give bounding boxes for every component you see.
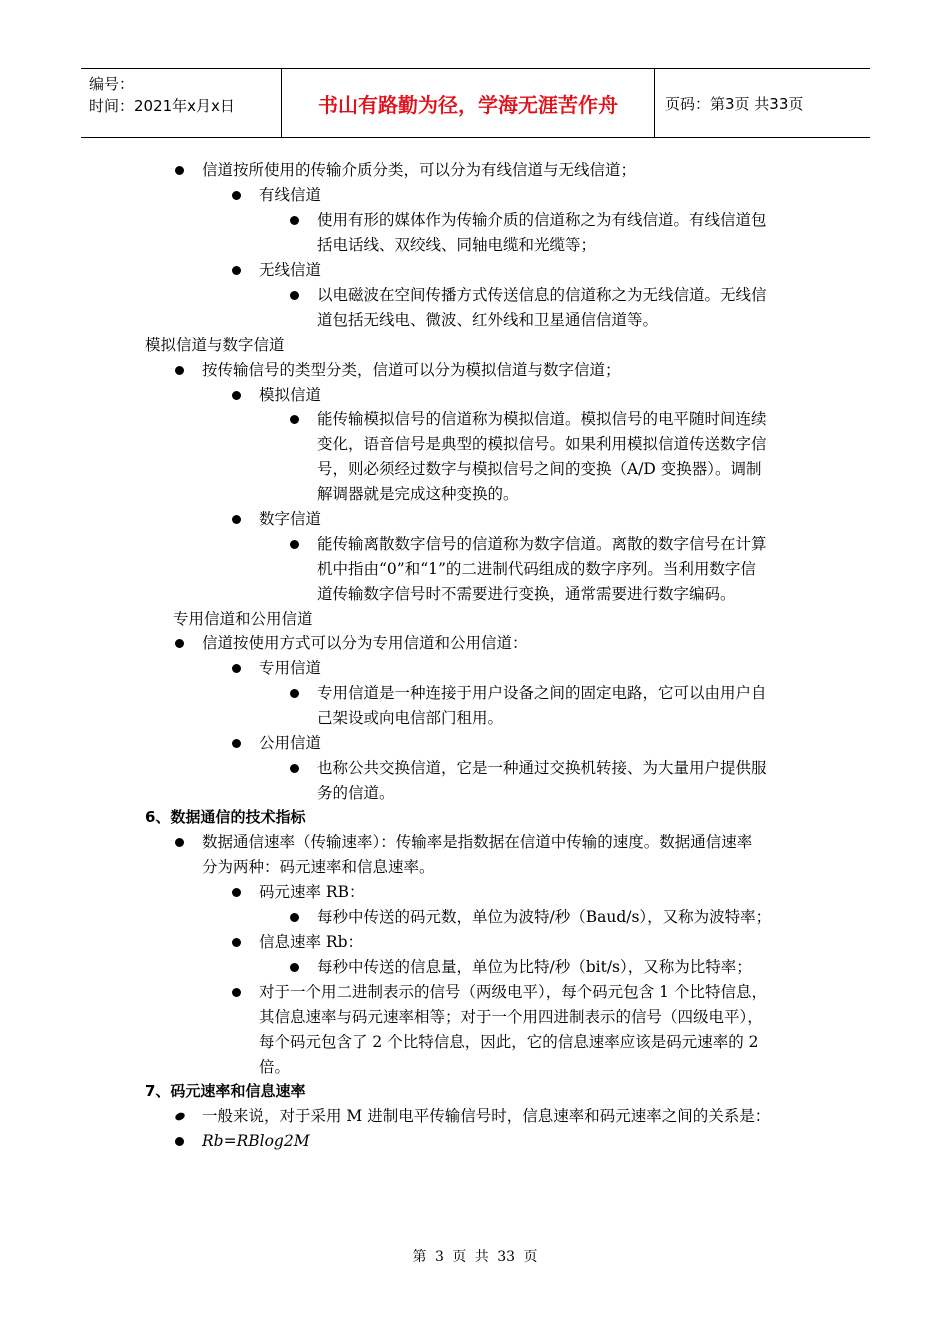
page-info: 页码：第3页 共33页 — [665, 94, 804, 113]
page-footer: 第 3 页 共 33 页 — [412, 1249, 538, 1265]
body-line: 数字信道 — [259, 510, 322, 528]
body-line: 按传输信号的类型分类，信道可以分为模拟信道与数字信道； — [202, 361, 621, 379]
body-line: 能传输模拟信号的信道称为模拟信道。模拟信号的电平随时间连续 — [317, 410, 767, 428]
bullet-icon — [232, 938, 241, 947]
body-line: 数据通信速率（传输速率）：传输率是指数据在信道中传输的速度。数据通信速率 — [202, 833, 753, 851]
body-line: 道传输数字信号时不需要进行变换，通常需要进行数字编码。 — [317, 585, 736, 603]
body-line: 括电话线、双绞线、同轴电缆和光缆等； — [317, 236, 597, 254]
formula-line: Rb=RBlog2M — [202, 1132, 310, 1150]
body-line: 专用信道 — [259, 659, 322, 677]
body-line: 专用信道是一种连接于用户设备之间的固定电路，它可以由用户自 — [317, 684, 767, 702]
body-line: 有线信道 — [259, 186, 322, 204]
document-number-label: 编号： — [89, 75, 135, 93]
header-left-cell — [81, 69, 282, 137]
body-line: 号，则必须经过数字与模拟信号之间的变换（A/D 变换器）。调制 — [317, 460, 762, 478]
bullet-icon — [232, 988, 241, 997]
page-header — [81, 68, 870, 138]
motto: 书山有路勤为径，学海无涯苦作舟 — [282, 69, 655, 137]
body-line: 每秒中传送的信息量，单位为比特/秒（bit/s），又称为比特率； — [317, 958, 752, 976]
bullet-icon — [175, 639, 184, 648]
bullet-icon — [290, 216, 299, 225]
bullet-icon — [290, 963, 299, 972]
body-line: 每秒中传送的码元数，单位为波特/秒（Baud/s），又称为波特率； — [317, 908, 772, 926]
body-line: 公用信道 — [259, 734, 322, 752]
bullet-icon — [232, 391, 241, 400]
body-line: 一般来说，对于采用 M 进制电平传输信号时，信息速率和码元速率之间的关系是： — [202, 1107, 771, 1125]
body-line: 对于一个用二进制表示的信号（两级电平），每个码元包含 1 个比特信息， — [259, 983, 767, 1001]
body-line: 己架设或向电信部门租用。 — [317, 709, 504, 727]
body-line: 务的信道。 — [317, 784, 395, 802]
body-line: 其信息速率与码元速率相等；对于一个用四进制表示的信号（四级电平）， — [259, 1008, 763, 1026]
section-heading: 模拟信道与数字信道 — [145, 336, 285, 354]
bullet-icon — [290, 764, 299, 773]
body-line: 模拟信道 — [259, 386, 322, 404]
body-line: 能传输离散数字信号的信道称为数字信道。离散的数字信号在计算 — [317, 535, 767, 553]
section-heading: 专用信道和公用信道 — [173, 610, 313, 628]
bullet-icon — [174, 1111, 186, 1122]
body-line: 也称公共交换信道，它是一种通过交换机转接、为大量用户提供服 — [317, 759, 767, 777]
section-heading: 7、码元速率和信息速率 — [145, 1082, 306, 1100]
bullet-icon — [290, 540, 299, 549]
body-line: 分为两种：码元速率和信息速率。 — [202, 858, 435, 876]
bullet-icon — [232, 739, 241, 748]
bullet-icon — [232, 888, 241, 897]
bullet-icon — [232, 664, 241, 673]
bullet-icon — [232, 515, 241, 524]
bullet-icon — [175, 838, 184, 847]
bullet-icon — [290, 291, 299, 300]
body-line: 信道按所使用的传输介质分类，可以分为有线信道与无线信道； — [202, 161, 637, 179]
body-line: 每个码元包含了 2 个比特信息，因此，它的信息速率应该是码元速率的 2 — [259, 1033, 759, 1051]
body-line: 解调器就是完成这种变换的。 — [317, 485, 519, 503]
body-line: 码元速率 RB： — [259, 883, 365, 901]
section-heading: 6、数据通信的技术指标 — [145, 808, 306, 826]
bullet-icon — [290, 913, 299, 922]
bullet-icon — [290, 689, 299, 698]
bullet-icon — [175, 366, 184, 375]
bullet-icon — [290, 415, 299, 424]
body-line: 信息速率 Rb： — [259, 933, 364, 951]
bullet-icon — [175, 166, 184, 175]
bullet-icon — [175, 1137, 184, 1146]
bullet-icon — [232, 266, 241, 275]
body-line: 道包括无线电、微波、红外线和卫星通信信道等。 — [317, 311, 659, 329]
body-line: 机中指由“0”和“1”的二进制代码组成的数字序列。当利用数字信 — [317, 560, 756, 578]
date-line: 时间：2021年x月x日 — [89, 97, 235, 115]
body-line: 以电磁波在空间传播方式传送信息的信道称之为无线信道。无线信 — [317, 286, 767, 304]
body-line: 变化，语音信号是典型的模拟信号。如果利用模拟信道传送数字信 — [317, 435, 767, 453]
body-line: 信道按使用方式可以分为专用信道和公用信道： — [202, 634, 528, 652]
body-line: 倍。 — [259, 1058, 291, 1076]
bullet-icon — [232, 191, 241, 200]
body-line: 使用有形的媒体作为传输介质的信道称之为有线信道。有线信道包 — [317, 211, 767, 229]
body-line: 无线信道 — [259, 261, 322, 279]
